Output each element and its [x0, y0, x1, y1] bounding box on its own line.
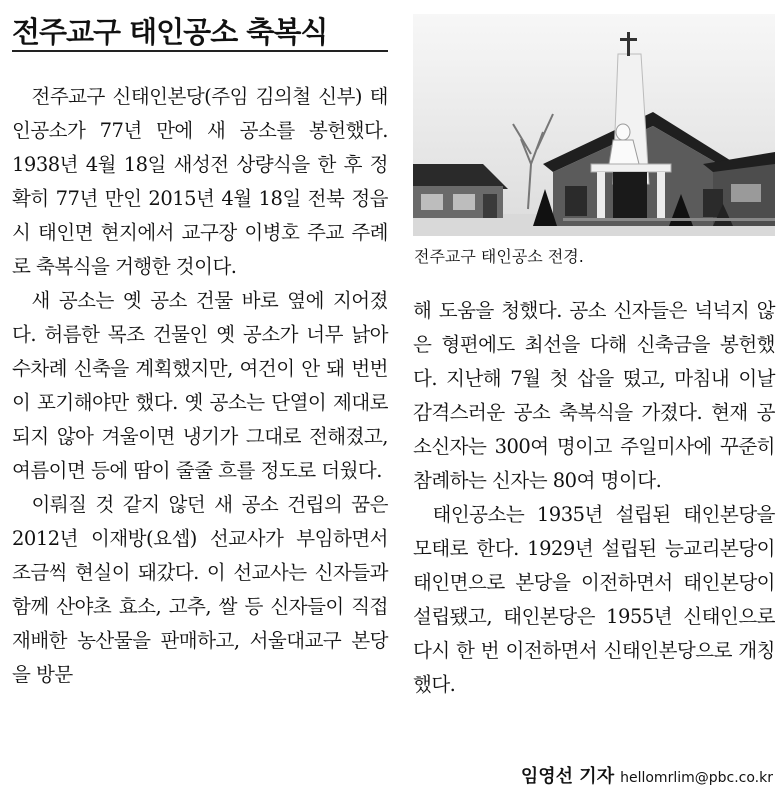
paragraph-2: 새 공소는 옛 공소 건물 바로 옆에 지어졌다. 허름한 목조 건물인 옛 공소가 너무 낡아 수차례 신축을 계획했지만, 여건이 안 돼 번번이 포기해야만 했다. 옛 공소는 단열이 제대로 되지 않아 겨울이면 냉기가 그대로 전해졌고, 여름이면 등에 땀이 줄줄 흐를 정도로 더웠다.	[12, 289, 388, 482]
headline-rule	[12, 50, 388, 52]
paragraph-continuation: 해 도움을 청했다. 공소 신자들은 넉넉지 않은 형편에도 최선을 다해 신축금을 봉헌했다. 지난해 7월 첫 삽을 떴고, 마침내 이날 감격스러운 공소 축복식을 가졌다. 현재 공소신자는 300여 명이고 주일미사에 꾸준히 참례하는 신자는 80여 명이다.	[413, 299, 775, 492]
church-photo	[413, 14, 775, 236]
church-photo-icon	[413, 14, 775, 236]
paragraph-1: 전주교구 신태인본당(주임 김의철 신부) 태인공소가 77년 만에 새 공소를 봉헌했다. 1938년 4월 18일 새성전 상량식을 한 후 정확히 77년 만인 2015년 4월 18일 전북 정읍시 태인면 현지에서 교구장 이병호 주교 주례로 축복식을 거행한 것이다.	[12, 85, 388, 278]
headline: 전주교구 태인공소 축복식	[12, 15, 328, 49]
photo-caption: 전주교구 태인공소 전경.	[414, 247, 584, 266]
reporter-name: 임영선 기자	[520, 766, 615, 787]
byline	[521, 762, 773, 788]
article-column-left	[12, 80, 388, 692]
reporter-email[interactable]: hellomrlim@pbc.co.kr	[620, 770, 773, 786]
paragraph-3: 이뤄질 것 같지 않던 새 공소 건립의 꿈은 2012년 이재방(요셉) 선교사가 부임하면서 조금씩 현실이 돼갔다. 이 선교사는 신자들과 함께 산야초 효소, 고추, 쌀 등 신자들이 직접 재배한 농산물을 판매하고, 서울대교구 본당을 방문	[12, 493, 388, 686]
article-column-right	[413, 294, 775, 702]
paragraph-4: 태인공소는 1935년 설립된 태인본당을 모태로 한다. 1929년 설립된 능교리본당이 태인면으로 본당을 이전하면서 태인본당이 설립됐고, 태인본당은 1955년 신태인으로 다시 한 번 이전하면서 신태인본당으로 개칭했다.	[413, 503, 775, 696]
